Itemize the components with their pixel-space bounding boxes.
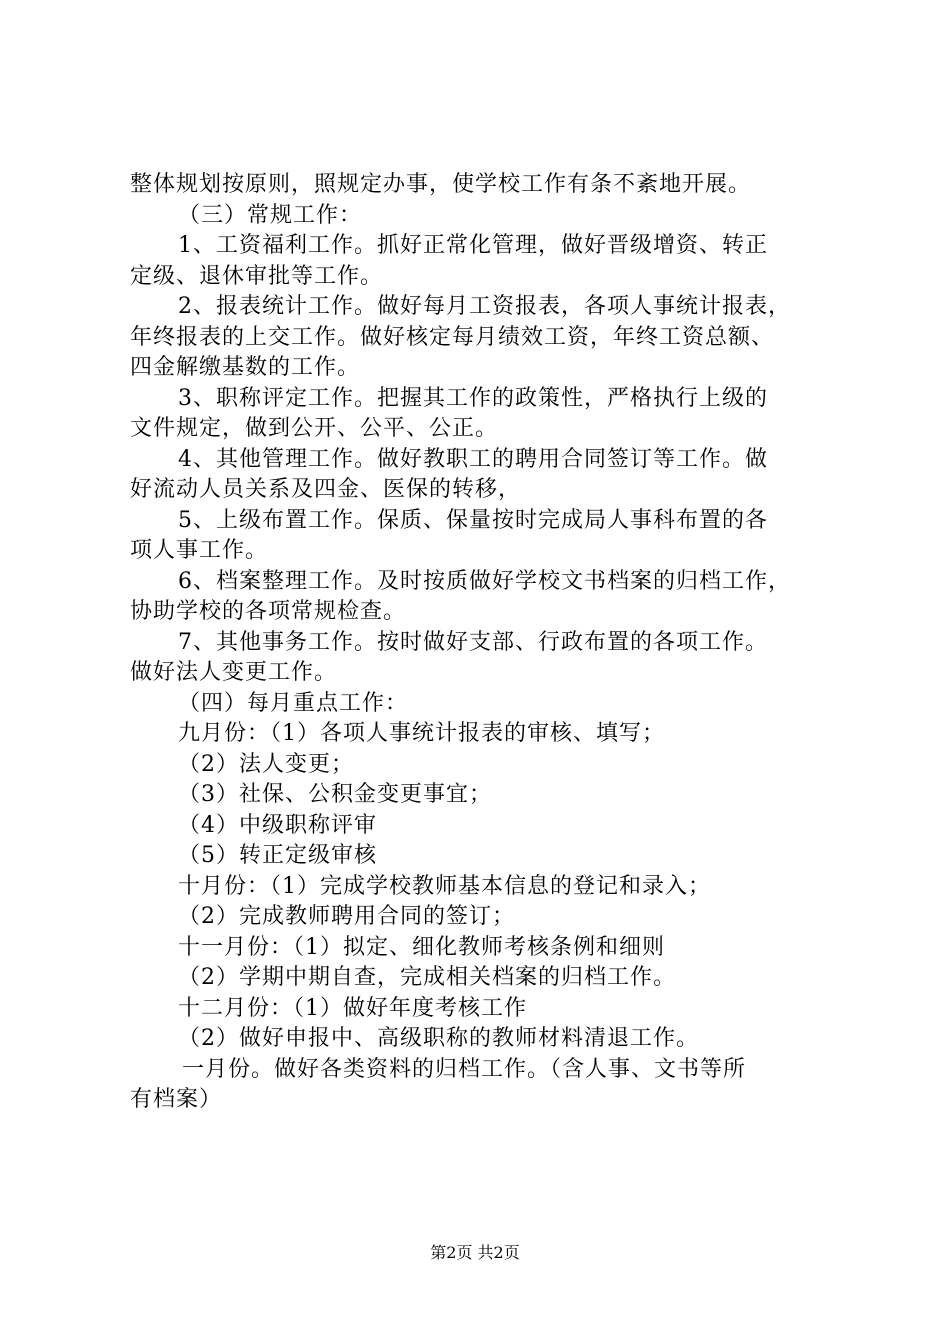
text-line: 6、档案整理工作。及时按质做好学校文书档案的归档工作， [178,568,791,594]
text-line: 协助学校的各项常规检查。 [130,599,407,624]
text-line: （2）完成教师聘用合同的签订； [178,904,515,929]
text-line: 有档案） [130,1087,223,1112]
text-line: 文件规定，做到公开、公平、公正。 [130,416,499,441]
text-line: （2）法人变更； [178,751,354,777]
text-line: 做好法人变更工作。 [130,660,338,685]
section-heading: （四）每月重点工作： [178,690,409,716]
document-body [130,170,830,1116]
text-line: 十二月份：（1）做好年度考核工作 [178,995,527,1021]
text-line: 十月份：（1）完成学校教师基本信息的登记和录入； [178,873,711,899]
text-line: 项人事工作。 [130,538,269,563]
text-line: 九月份：（1）各项人事统计报表的审核、填写； [178,721,665,746]
section-heading: （三）常规工作： [178,202,363,228]
text-line: 好流动人员关系及四金、医保的转移， [130,477,522,502]
text-line: 四金解缴基数的工作。 [130,355,361,380]
text-line: （4）中级职称评审 [178,812,377,838]
text-line: 2、报表统计工作。做好每月工资报表，各项人事统计报表， [178,294,791,319]
text-line: （2）做好申报中、高级职称的教师材料清退工作。 [178,1026,699,1051]
text-line: 十一月份：（1）拟定、细化教师考核条例和细则 [178,934,665,960]
text-line: 7、其他事务工作。按时做好支部、行政布置的各项工作。 [178,629,768,655]
text-line: 年终报表的上交工作。做好核定每月绩效工资，年终工资总额、 [130,324,775,350]
text-line: 1、工资福利工作。抓好正常化管理，做好晋级增资、转正 [178,233,768,258]
text-line: 定级、退休审批等工作。 [130,263,384,289]
text-line: 4、其他管理工作。做好教职工的聘用合同签订等工作。做 [178,446,768,472]
text-line: 整体规划按原则，照规定办事，使学校工作有条不紊地开展。 [130,172,752,197]
text-line: （5）转正定级审核 [178,843,377,868]
text-line: 5、上级布置工作。保质、保量按时完成局人事科布置的各 [178,507,768,533]
page-footer: 第2页 共2页 [430,1243,520,1262]
text-line: 3、职称评定工作。把握其工作的政策性，严格执行上级的 [178,385,768,411]
text-line: 一月份。做好各类资料的归档工作。（含人事、文书等所 [182,1056,747,1082]
text-line: （2）学期中期自查，完成相关档案的归档工作。 [178,965,676,990]
text-line: （3）社保、公积金变更事宜； [178,782,492,807]
